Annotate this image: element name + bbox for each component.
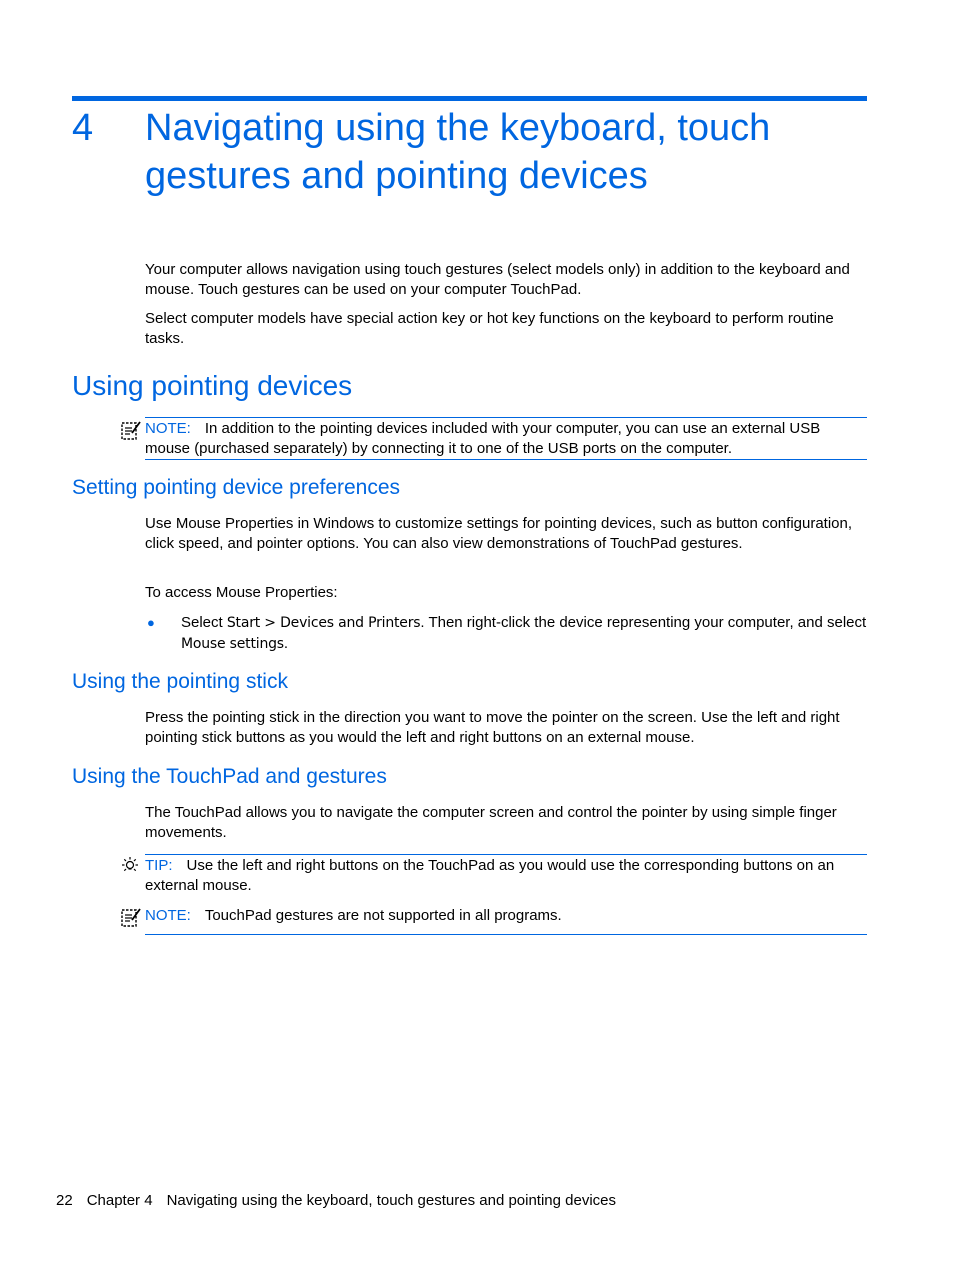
page-footer bbox=[56, 1192, 630, 1209]
preferences-paragraph-2: To access Mouse Properties: bbox=[145, 584, 338, 601]
pointing-stick-paragraph: Press the pointing stick in the direction you want to move the pointer on the screen. Use the left and right pointing stick buttons as you would the left and right buttons on an external mouse. bbox=[145, 709, 840, 746]
tip-lightbulb-icon bbox=[120, 856, 140, 876]
chapter-rule bbox=[72, 96, 867, 101]
section-heading-pointing-stick: Using the pointing stick bbox=[72, 670, 288, 693]
tip-touchpad bbox=[145, 856, 867, 895]
tip-top-rule bbox=[145, 854, 867, 855]
note-top-rule bbox=[145, 417, 867, 418]
ui-path-mouse-settings: Mouse settings bbox=[181, 635, 284, 652]
touchpad-paragraph: The TouchPad allows you to navigate the computer screen and control the pointer by using simple finger movements. bbox=[145, 804, 837, 841]
bullet-prefix: Select bbox=[181, 614, 227, 631]
note-touchpad bbox=[145, 906, 867, 926]
section-heading-preferences: Setting pointing device preferences bbox=[72, 476, 401, 499]
note-bottom-rule bbox=[145, 934, 867, 935]
footer-chapter-title: Navigating using the keyboard, touch gestures and pointing devices bbox=[166, 1192, 617, 1209]
page-number: 22 bbox=[56, 1192, 73, 1209]
note-icon bbox=[120, 906, 142, 928]
note-bottom-rule bbox=[145, 459, 867, 460]
chapter-title-line-1: Navigating using the keyboard, touch bbox=[145, 107, 771, 149]
tip-label: TIP: bbox=[145, 857, 173, 874]
section-heading-pointing-devices: Using pointing devices bbox=[72, 370, 353, 401]
note-text: In addition to the pointing devices included with your computer, you can use an external USB mouse (purchased separately) by connecting it to one of the USB ports on the computer. bbox=[145, 420, 821, 457]
footer-chapter-label: Chapter 4 bbox=[86, 1192, 153, 1209]
bullet-end: . bbox=[283, 634, 289, 652]
chapter-title bbox=[145, 104, 865, 200]
intro-paragraph-1: Your computer allows navigation using touch gestures (select models only) in addition to the keyboard and mouse. Touch gestures can be used on your computer TouchPad. bbox=[145, 261, 850, 298]
ui-path-start-devices: Start > Devices and Printers bbox=[226, 615, 421, 631]
section-heading-touchpad: Using the TouchPad and gestures bbox=[72, 765, 387, 788]
chapter-title-line-2: gestures and pointing devices bbox=[145, 155, 648, 197]
note-label: NOTE: bbox=[145, 907, 191, 924]
note-text: TouchPad gestures are not supported in all programs. bbox=[204, 907, 562, 924]
bullet-item bbox=[181, 613, 867, 654]
chapter-number: 4 bbox=[72, 107, 94, 149]
bullet-marker: ● bbox=[147, 615, 155, 630]
tip-text: Use the left and right buttons on the TouchPad as you would use the corresponding buttons on an external mouse. bbox=[145, 857, 835, 894]
intro-paragraph-2: Select computer models have special action key or hot key functions on the keyboard to perform routine tasks. bbox=[145, 310, 834, 347]
note-label: NOTE: bbox=[145, 420, 191, 437]
note-icon bbox=[120, 419, 142, 441]
note-pointing-devices bbox=[145, 419, 867, 458]
bullet-middle: . Then right-click the device representing your computer, and select bbox=[420, 614, 867, 631]
preferences-paragraph-1: Use Mouse Properties in Windows to customize settings for pointing devices, such as button configuration, click speed, and pointer options. You can also view demonstrations of TouchPad gestures. bbox=[145, 515, 853, 552]
